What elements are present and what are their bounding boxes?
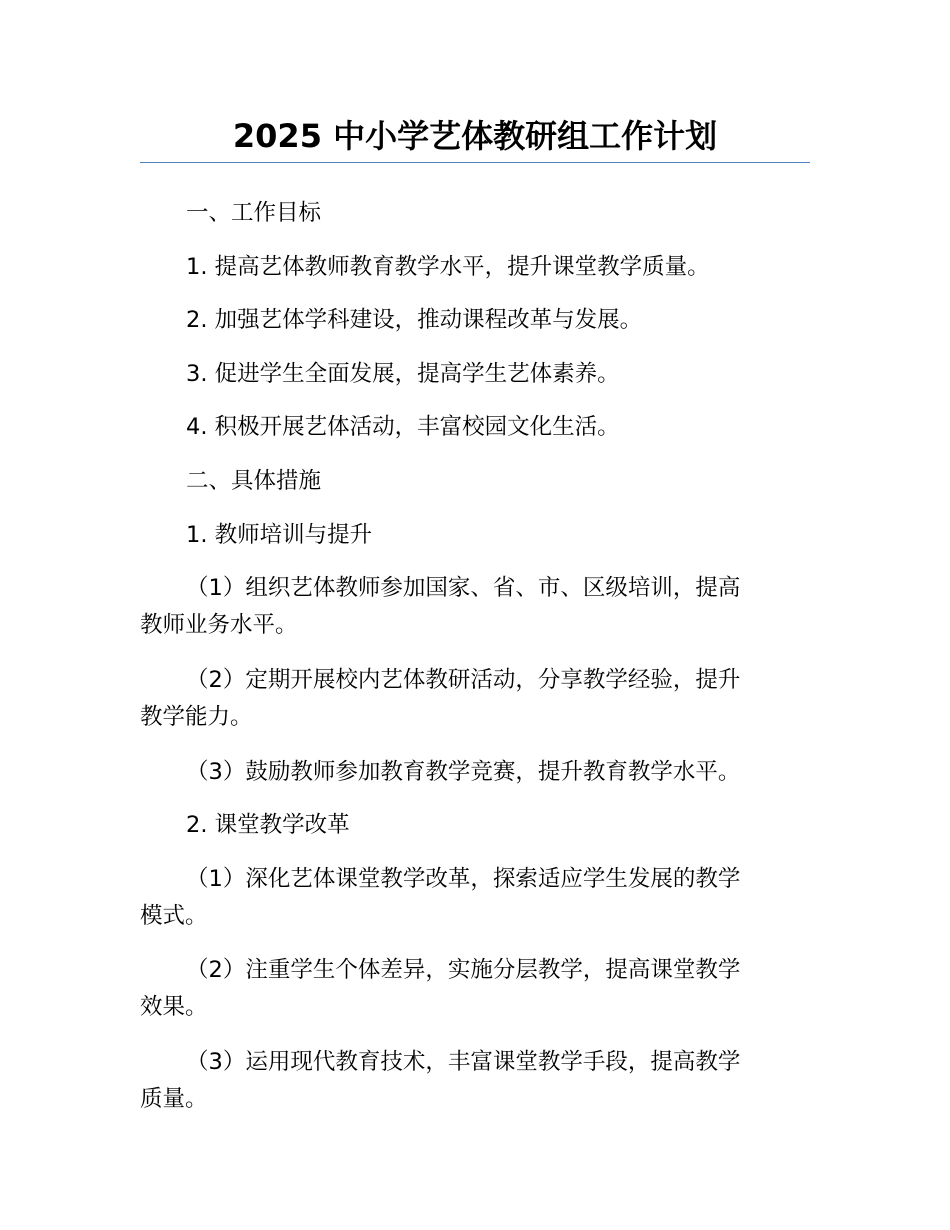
document-title: 2025 中小学艺体教研组工作计划 [232, 117, 718, 155]
training-paragraph-3-line-1: （3）鼓励教师参加教育教学竞赛，提升教育教学水平。 [186, 759, 741, 785]
goal-item-2: 2. 加强艺体学科建设，推动课程改革与发展。 [186, 307, 643, 333]
section-heading-measures: 二、具体措施 [186, 468, 322, 494]
title-underline [140, 162, 810, 163]
goal-item-1: 1. 提高艺体教师教育教学水平，提升课堂教学质量。 [186, 254, 710, 280]
classroom-paragraph-1-line-1: （1）深化艺体课堂教学改革，探索适应学生发展的教学 [186, 866, 741, 892]
goal-item-4: 4. 积极开展艺体活动，丰富校园文化生活。 [186, 414, 620, 440]
classroom-paragraph-2-line-1: （2）注重学生个体差异，实施分层教学，提高课堂教学 [186, 957, 741, 983]
training-paragraph-1-line-2: 教师业务水平。 [140, 612, 298, 638]
classroom-paragraph-3-line-1: （3）运用现代教育技术，丰富课堂教学手段，提高教学 [186, 1049, 741, 1075]
subsection-heading-classroom: 2. 课堂教学改革 [186, 812, 350, 838]
section-heading-goals: 一、工作目标 [186, 200, 322, 226]
classroom-paragraph-3-line-2: 质量。 [140, 1086, 208, 1112]
goal-item-3: 3. 促进学生全面发展，提高学生艺体素养。 [186, 361, 620, 387]
classroom-paragraph-2-line-2: 效果。 [140, 994, 208, 1020]
training-paragraph-2-line-2: 教学能力。 [140, 704, 253, 730]
training-paragraph-1-line-1: （1）组织艺体教师参加国家、省、市、区级培训，提高 [186, 575, 741, 601]
subsection-heading-training: 1. 教师培训与提升 [186, 522, 373, 548]
classroom-paragraph-1-line-2: 模式。 [140, 903, 208, 929]
training-paragraph-2-line-1: （2）定期开展校内艺体教研活动，分享教学经验，提升 [186, 667, 741, 693]
